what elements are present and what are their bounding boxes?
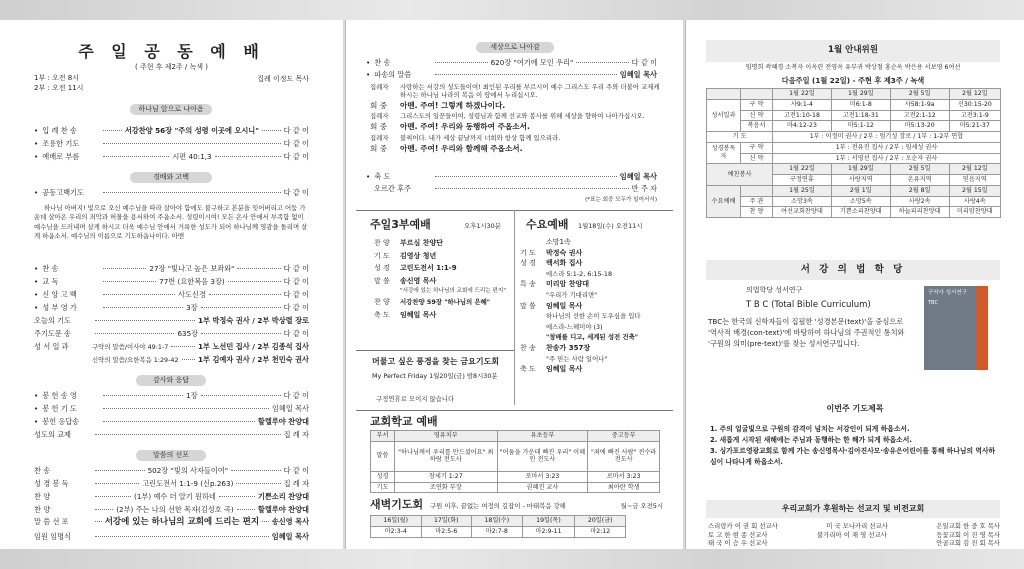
fellowship-row: 성도의 교제 집 례 자 [34, 430, 309, 439]
prayer-title: 이번주 기도제목 [826, 404, 884, 413]
bottom-strip [0, 549, 1024, 569]
sending-hymn-row: • 찬 송 620장 "여기에 모인 우리" 다 같 이 [366, 58, 657, 67]
wednesday-order: 소망1속 기 도 박정숙 권사 성 경 백서화 집사 에스라 5:1-2, 6:15-18 특 송 미리암 찬양대 "우리가 기대리면" 말 씀 임혜일 목사 하나님의 선한 손이 도우심을 입다 에스라-느헤미야 (3) "창배를 디고, 세계된 성전 건축" 찬 송 찬송가 357장 "주 믿는 사람 일어나" 축 도 임혜일 목사 [520, 238, 641, 374]
sermon-row: 말 씀 선 포 서강에 있는 하나님의 교회에 드리는 편지 송신영 목사 [34, 517, 310, 527]
standing-note: (*표는 회중 모두가 일어서서) [585, 197, 657, 203]
choir2-row: 찬 양 (2부) 주는 나의 선한 목자(김성호 곡) 할렐루야 찬양대 [34, 505, 309, 514]
call-worship-row: • 예배로 부름 시편 40:1,3 다 같 이 [34, 152, 309, 161]
choir1-row: 찬 양 (1부) 예수 더 알기 원하네 기쁜소리 찬양대 [34, 492, 310, 501]
page-info [685, 20, 1024, 549]
friday-note: 구정연휴로 모이지 않습니다 [376, 395, 455, 403]
worship-title: 주 일 공 동 예 배 [78, 42, 265, 61]
dawn-title: 새벽기도회 [370, 498, 424, 511]
todays-prayer-row: 오늘의 기도 1부 박정숙 권사 / 2부 박상렬 장로 [34, 316, 309, 325]
offering-response-row: • 봉헌 응답송 할렐루야 찬양대 [34, 417, 309, 426]
page-sending-events [345, 20, 683, 549]
responsive-reading-row: • 교 독 77번 (요한복음 3장) 다 같 이 [34, 277, 309, 286]
divider-3 [356, 410, 673, 411]
dawn-table: 16일(월) 17일(화) 18일(수) 19일(목) 20일(금) 마2:3-4 마2:5-6 마2:7-8 마2:9-11 마2:12 [370, 515, 626, 538]
section-sending: 세상으로 나아감 [476, 42, 554, 53]
service-time-1: 1부 : 오전 8시 [34, 74, 79, 82]
scripture-reading-row: 성 경 봉 독 고린도전서 1:1-9 (신p.263) 집 례 자 [34, 479, 310, 488]
sending-word-row: • 파송의 말씀 임혜일 목사 [366, 70, 657, 79]
benediction-row: • 축 도 임혜일 목사 [366, 172, 657, 181]
section-worship-confession: 경배와 고백 [130, 172, 212, 183]
gloria-row: • 성 부 영 가 3장 다 같 이 [34, 303, 309, 312]
afternoon-service-title: 주일3부예배 [370, 218, 431, 231]
school-of-word-title: 서 강 의 법 학 당 [706, 260, 1000, 280]
missions-list: 스리랑카 이 권 회 선교사 미 국 모나카리 선교사 은일교회 한 중 호 목사 토 고 한 현 종 선교사 불가리아 이 재 영 선교사 등꽃교회 이 진 영 목사 태 국 이 승 우 선교사 안골교회 김 진 회 목사 [708, 522, 1000, 548]
afternoon-order: 찬 양 부르심 찬양단 기 도 김영상 청년 성 경 고린도전서 1:1-9 말 씀 송신영 목사 "서강에 있는 하나님의 교회에 드리는 편지" 찬 양 서강찬양 59장 "하나님의 은혜" 축 도 임혜일 목사 [374, 239, 506, 319]
postlude-row: 오르간 후주 반 주 자 [374, 184, 657, 193]
service-time-2: 2부 : 오전 11시 [34, 84, 84, 92]
installation-row: 임원 임명식 임혜일 목사 [34, 532, 309, 541]
creed-row: • 신 앙 고 백 사도신경 다 같 이 [34, 290, 309, 299]
school-table: 부서 영유치부 유초등부 중고등부 말씀 "하나님께서 우리를 만드셨어요" 최하람 전도사 "어둠을 가운데 빠진 우리" 이혜인 전도사 "죄에 빠진 사람" 전수라 전도사 성경 창세기 1:27 로마서 3:23 로마서 3:23 기도 조연화 부장 권혜진 교사 최아란 학생 [370, 430, 660, 493]
school-title: 교회학교 예배 [370, 415, 438, 428]
officiant: 집례 이정도 목사 [257, 75, 309, 83]
tbc-title: T B C (Total Bible Curriculum) [746, 300, 871, 310]
offering-prayer-row: • 봉 헌 기 도 임혜일 목사 [34, 404, 309, 413]
ushers-names: 임명희 곽혜경 소복자 이옥련 전영옥 유부귀 박상철 홍순옥 박은용 서보영 6여선 [745, 64, 961, 71]
offering-song-row: • 봉 헌 송 영 1장 다 같 이 [34, 391, 309, 400]
confession-row: • 공동고백기도 다 같 이 [34, 188, 309, 197]
section-approach: 하나님 앞으로 나아옴 [130, 104, 212, 115]
section-proclamation: 말씀의 선포 [136, 450, 206, 461]
hymn-row: • 찬 송 27장 "빛나고 높은 보좌와" 다 같 이 [34, 264, 309, 273]
silent-prayer-row: • 조용한 기도 다 같 이 [34, 139, 309, 148]
next-sunday-title: 다음주일 (1월 22일) - 주현 후 제3주 / 녹색 [781, 76, 925, 85]
lords-prayer-row: 주기도문 송 635장 다 같 이 [34, 329, 310, 338]
section-thanks-response: 감사와 응답 [136, 375, 206, 386]
liturgy-block: 집례자 사랑하는 서강의 성도들이여! 최인된 우리를 부르시어 예수 그리스도 우리 주와 더불어 교제케 하시는 하나님 나라의 복음 이 땅에서 누리십시오. 회 중 아멘. 주여! 그렇게 하겠나이다. 집례자 그리스도의 일꾼들이여, 성령님과 함께 선교와 봉사를 위해 세상을 향하여 나아가십시오. 회 중 아멘. 주여! 우리와 동행하여 주옵소서. 집례자 불찌어다. 내가 세상 끝날까지 너희와 항상 함께 있으리라. 회 중 아멘. 주여! 우리와 함께해 주옵소서. [370, 83, 660, 153]
scripture-lesson-row-2: 신약의 말씀/요한복음 1:29-42 1부 김예자 권사 / 2부 천민숙 권사 [92, 355, 309, 364]
prayer-list: 1. 주의 얼굴빛으로 구원의 감격이 넘치는 서강인이 되게 하옵소서. 2. 새롭게 시작된 새해에는 주님과 동행하는 한 해가 되게 하옵소서. 3. 싱가포르영광교회로 함께 가는 송신영목사·김아진사모·송유은어린이를 통해 하나님의 역사하심이 나타나게 하옵소서. [710, 425, 996, 466]
wednesday-time: 1월18일(수) 오전11시 [578, 222, 643, 230]
scripture-lesson-row: 성 서 일 과 구약의 말씀/이사야 49:1-7 1부 노선민 집사 / 2부 김종석 집사 [34, 342, 309, 351]
dawn-subtitle: 구원 이후, 끝없는 여정의 길잡이 - 마태복음 강해 [430, 502, 566, 510]
missions-title: 우리교회가 후원하는 선교지 및 비전교회 [706, 500, 1000, 518]
dawn-time: 월~금 오전5시 [620, 502, 663, 510]
school-subtitle: 의법학당 성서연구 [746, 286, 803, 294]
divider-2 [356, 350, 514, 351]
entry-hymn-row: • 입 례 찬 송 서강찬양 56장 "주의 성령 이곳에 오시니" 다 같 이 [34, 126, 309, 135]
page-worship-order [0, 20, 343, 549]
hymn2-row: 찬 송 502장 "빛의 사자들이여" 다 같 이 [34, 466, 310, 475]
afternoon-service-time: 오후1시30분 [464, 222, 501, 230]
divider-vertical [514, 210, 515, 405]
top-strip [0, 0, 1024, 20]
confession-text: 하나님 아버지! 빛으로 오신 예수님을 따라 살아야 함에도 불구하고 본분을 잊어버리고 어둠 가운데 살아온 우리의 죄악과 허물을 용서하여 주옵소서. 성령이시여! 모든 온사 안에서 부족함 없이 예수님을 드러내며 살게 하시고 더욱 예수님 안에서 거룩한 성도가 되어 하나님께 영광을 돌리며 살게 하옵소서. 예수님의 이름으로 기도하옵나이다. 아멘 [34, 204, 308, 240]
wednesday-title: 수요예배 [526, 218, 569, 231]
lectionary-table: 1월 22일 1월 29일 2월 5일 2월 12일 성서일과 구 약 사9:1-4 미6:1-8 사58:1-9a 신30:15-20 신 약 고전1:10-18 고전1:18-31 고전2:1-12 고전3:1-9 복음서 마4:12-23 마5:1-12 마5:13-20 마5:21-37 기 도 1부 : 이정미 권사 / 2부 : 엄기성 장로 / 1부 : 1-2부 연합 성경봉독자 구 약 1부 : 전유진 집사 / 2부 : 임세성 권사 신 약 1부 : 서영선 집사 / 2부 : 오순자 권사 예친봉사 1월 22일 1월 29일 2월 5일 2월 12일 구정연휴 사랑지역 온유지역 믿음지역 수요예배 1월 25일 2월 1일 2월 8일 2월 15일 주 관 소망3속 소망5속 사랑2속 사랑4속 찬 양 여선교회찬양대 기쁜소리찬양대 하늘피리찬양대 미리암찬양대 [706, 88, 1001, 218]
book-cover-image: 구약사 성서연구 TBC [924, 286, 988, 370]
tbc-description: TBC는 한국의 신학자들이 집필한 '성경본문(text)'을 중심으로 '역사적 배경(con-text)'에 바탕하여 하나님의 주권적인 통치와 '구원의 의미(pre-text)'를 찾는 성서연구입니다. [708, 317, 905, 349]
friday-prayer-time: My Perfect Friday 1월20일(금) 밤8시30분 [372, 372, 498, 380]
ushers-title: 1월 안내위원 [706, 40, 1000, 62]
worship-subtitle: ( 주현 후 제2주 / 녹색 ) [135, 63, 208, 71]
friday-prayer-title: 머물고 싶은 풍경을 찾는 금요기도회 [372, 357, 500, 366]
